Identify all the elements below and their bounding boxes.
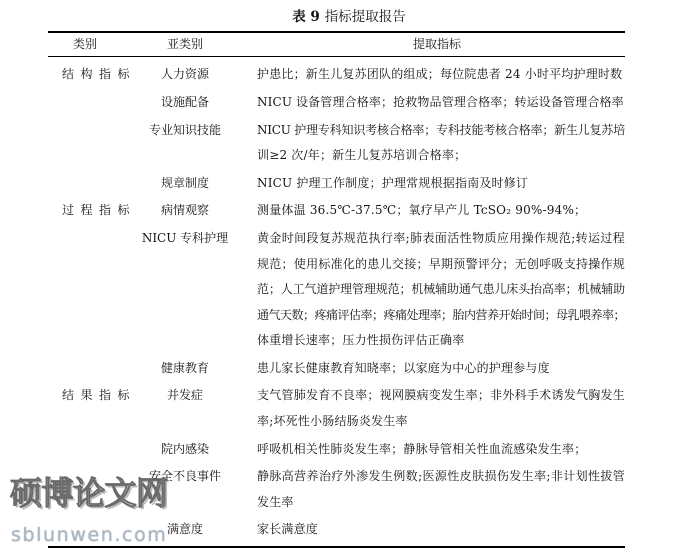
indicator-line: 发生率 bbox=[257, 494, 294, 509]
table-row bbox=[48, 516, 625, 544]
table-number: 表 9 bbox=[292, 9, 320, 25]
subcategory-cell: 专业知识技能 bbox=[148, 122, 221, 137]
indicator-line: 体重增长速率；压力性损伤评估正确率 bbox=[257, 333, 465, 348]
indicator-line: NICU 护理工作制度；护理常规根据指南及时修订 bbox=[257, 175, 529, 190]
table-row bbox=[48, 463, 625, 516]
indicator-cell bbox=[257, 464, 625, 515]
indicator-line: 支气管肺发育不良率；视网膜病变发生率；非外科手术诱发气胸发生 bbox=[257, 388, 625, 403]
indicator-line: 呼吸机相关性肺炎发生率；静脉导管相关性血流感染发生率； bbox=[257, 441, 587, 456]
watermark-logo-text: 硕博论文网 bbox=[10, 474, 168, 512]
header-category: 类别 bbox=[72, 37, 97, 51]
table-header-row bbox=[48, 33, 625, 56]
category-cell: 结果指标 bbox=[62, 388, 137, 403]
subcategory-cell: 安全不良事件 bbox=[148, 469, 221, 484]
table-row bbox=[48, 197, 625, 225]
category-cell: 结构指标 bbox=[62, 67, 137, 82]
table-row bbox=[48, 117, 625, 170]
table-row bbox=[48, 225, 625, 355]
subcategory-cell: 并发症 bbox=[166, 388, 203, 403]
indicator-line: 训≥2 次/年；新生儿复苏培训合格率； bbox=[257, 148, 467, 163]
category-cell-empty bbox=[48, 226, 140, 354]
category-cell: 过程指标 bbox=[62, 203, 137, 218]
table-title: 指标提取报告 bbox=[324, 9, 406, 25]
indicator-line: 测量体温 36.5℃-37.5℃；氧疗早产儿 TcSO₂ 90%-94%； bbox=[257, 203, 587, 218]
subcategory-cell: 健康教育 bbox=[160, 360, 209, 375]
indicator-cell bbox=[257, 356, 625, 382]
indicator-cell bbox=[257, 62, 625, 88]
watermark-url: sblunwen.com bbox=[11, 524, 168, 546]
subcategory-cell: NICU 专科护理 bbox=[141, 231, 229, 246]
indicator-line: 家长满意度 bbox=[257, 522, 319, 537]
table-header-rule bbox=[48, 56, 625, 57]
table-row bbox=[48, 355, 625, 383]
subcategory-cell: 规章制度 bbox=[160, 175, 209, 190]
indicator-line: 规范；使用标准化的患儿交接；早期预警评分；无创呼吸支持操作规 bbox=[257, 256, 625, 271]
indicator-line: 黄金时间段复苏规范执行率;肺表面活性物质应用操作规范;转运过程 bbox=[257, 231, 625, 246]
table-row bbox=[48, 89, 625, 117]
indicator-line: 患儿家长健康教育知晓率；以家庭为中心的护理参与度 bbox=[257, 360, 550, 375]
indicator-line: 护患比；新生儿复苏团队的组成；每位院患者 24 小时平均护理时数 bbox=[257, 67, 623, 82]
category-cell-empty bbox=[48, 171, 140, 197]
indicator-cell bbox=[257, 118, 625, 169]
indicator-cell bbox=[257, 517, 625, 543]
table-bottom-rule bbox=[48, 546, 625, 548]
indicator-line: 率;坏死性小肠结肠炎发生率 bbox=[257, 413, 408, 428]
indicator-cell bbox=[257, 437, 625, 463]
indicator-line: 静脉高营养治疗外渗发生例数;医源性皮肤损伤发生率;非计划性拔管 bbox=[257, 469, 625, 484]
indicator-cell bbox=[257, 171, 625, 197]
category-cell-empty bbox=[48, 517, 140, 543]
table-row bbox=[48, 61, 625, 89]
category-cell-empty bbox=[48, 90, 140, 116]
subcategory-cell: 院内感染 bbox=[160, 441, 209, 456]
subcategory-cell: 人力资源 bbox=[160, 67, 209, 82]
subcategory-cell: 病情观察 bbox=[160, 203, 209, 218]
indicator-line: 范；人工气道护理管理规范；机械辅助通气患儿床头抬高率；机械辅助 bbox=[257, 282, 625, 297]
table-body bbox=[48, 61, 625, 544]
table-caption bbox=[0, 9, 698, 25]
category-cell-empty bbox=[48, 356, 140, 382]
indicator-cell bbox=[257, 226, 625, 354]
indicator-cell bbox=[257, 383, 625, 434]
indicator-line: NICU 护理专科知识考核合格率；专科技能考核合格率；新生儿复苏培 bbox=[257, 122, 625, 137]
subcategory-cell: 满意度 bbox=[166, 522, 203, 537]
indicator-line: NICU 设备管理合格率；抢救物品管理合格率；转运设备管理合格率 bbox=[257, 94, 624, 109]
indicator-line: 通气天数；疼痛评估率；疼痛处理率；胎内营养开始时间；母乳喂养率； bbox=[257, 307, 625, 322]
indicator-cell bbox=[257, 198, 625, 224]
category-cell-empty bbox=[48, 464, 140, 515]
category-cell-empty bbox=[48, 118, 140, 169]
header-indicators: 提取指标 bbox=[412, 37, 461, 51]
indicator-cell bbox=[257, 90, 625, 116]
category-cell-empty bbox=[48, 437, 140, 463]
table-row bbox=[48, 170, 625, 198]
table-row bbox=[48, 435, 625, 463]
subcategory-cell: 设施配备 bbox=[160, 94, 209, 109]
table-row bbox=[48, 382, 625, 435]
header-subcategory: 亚类别 bbox=[166, 37, 203, 51]
